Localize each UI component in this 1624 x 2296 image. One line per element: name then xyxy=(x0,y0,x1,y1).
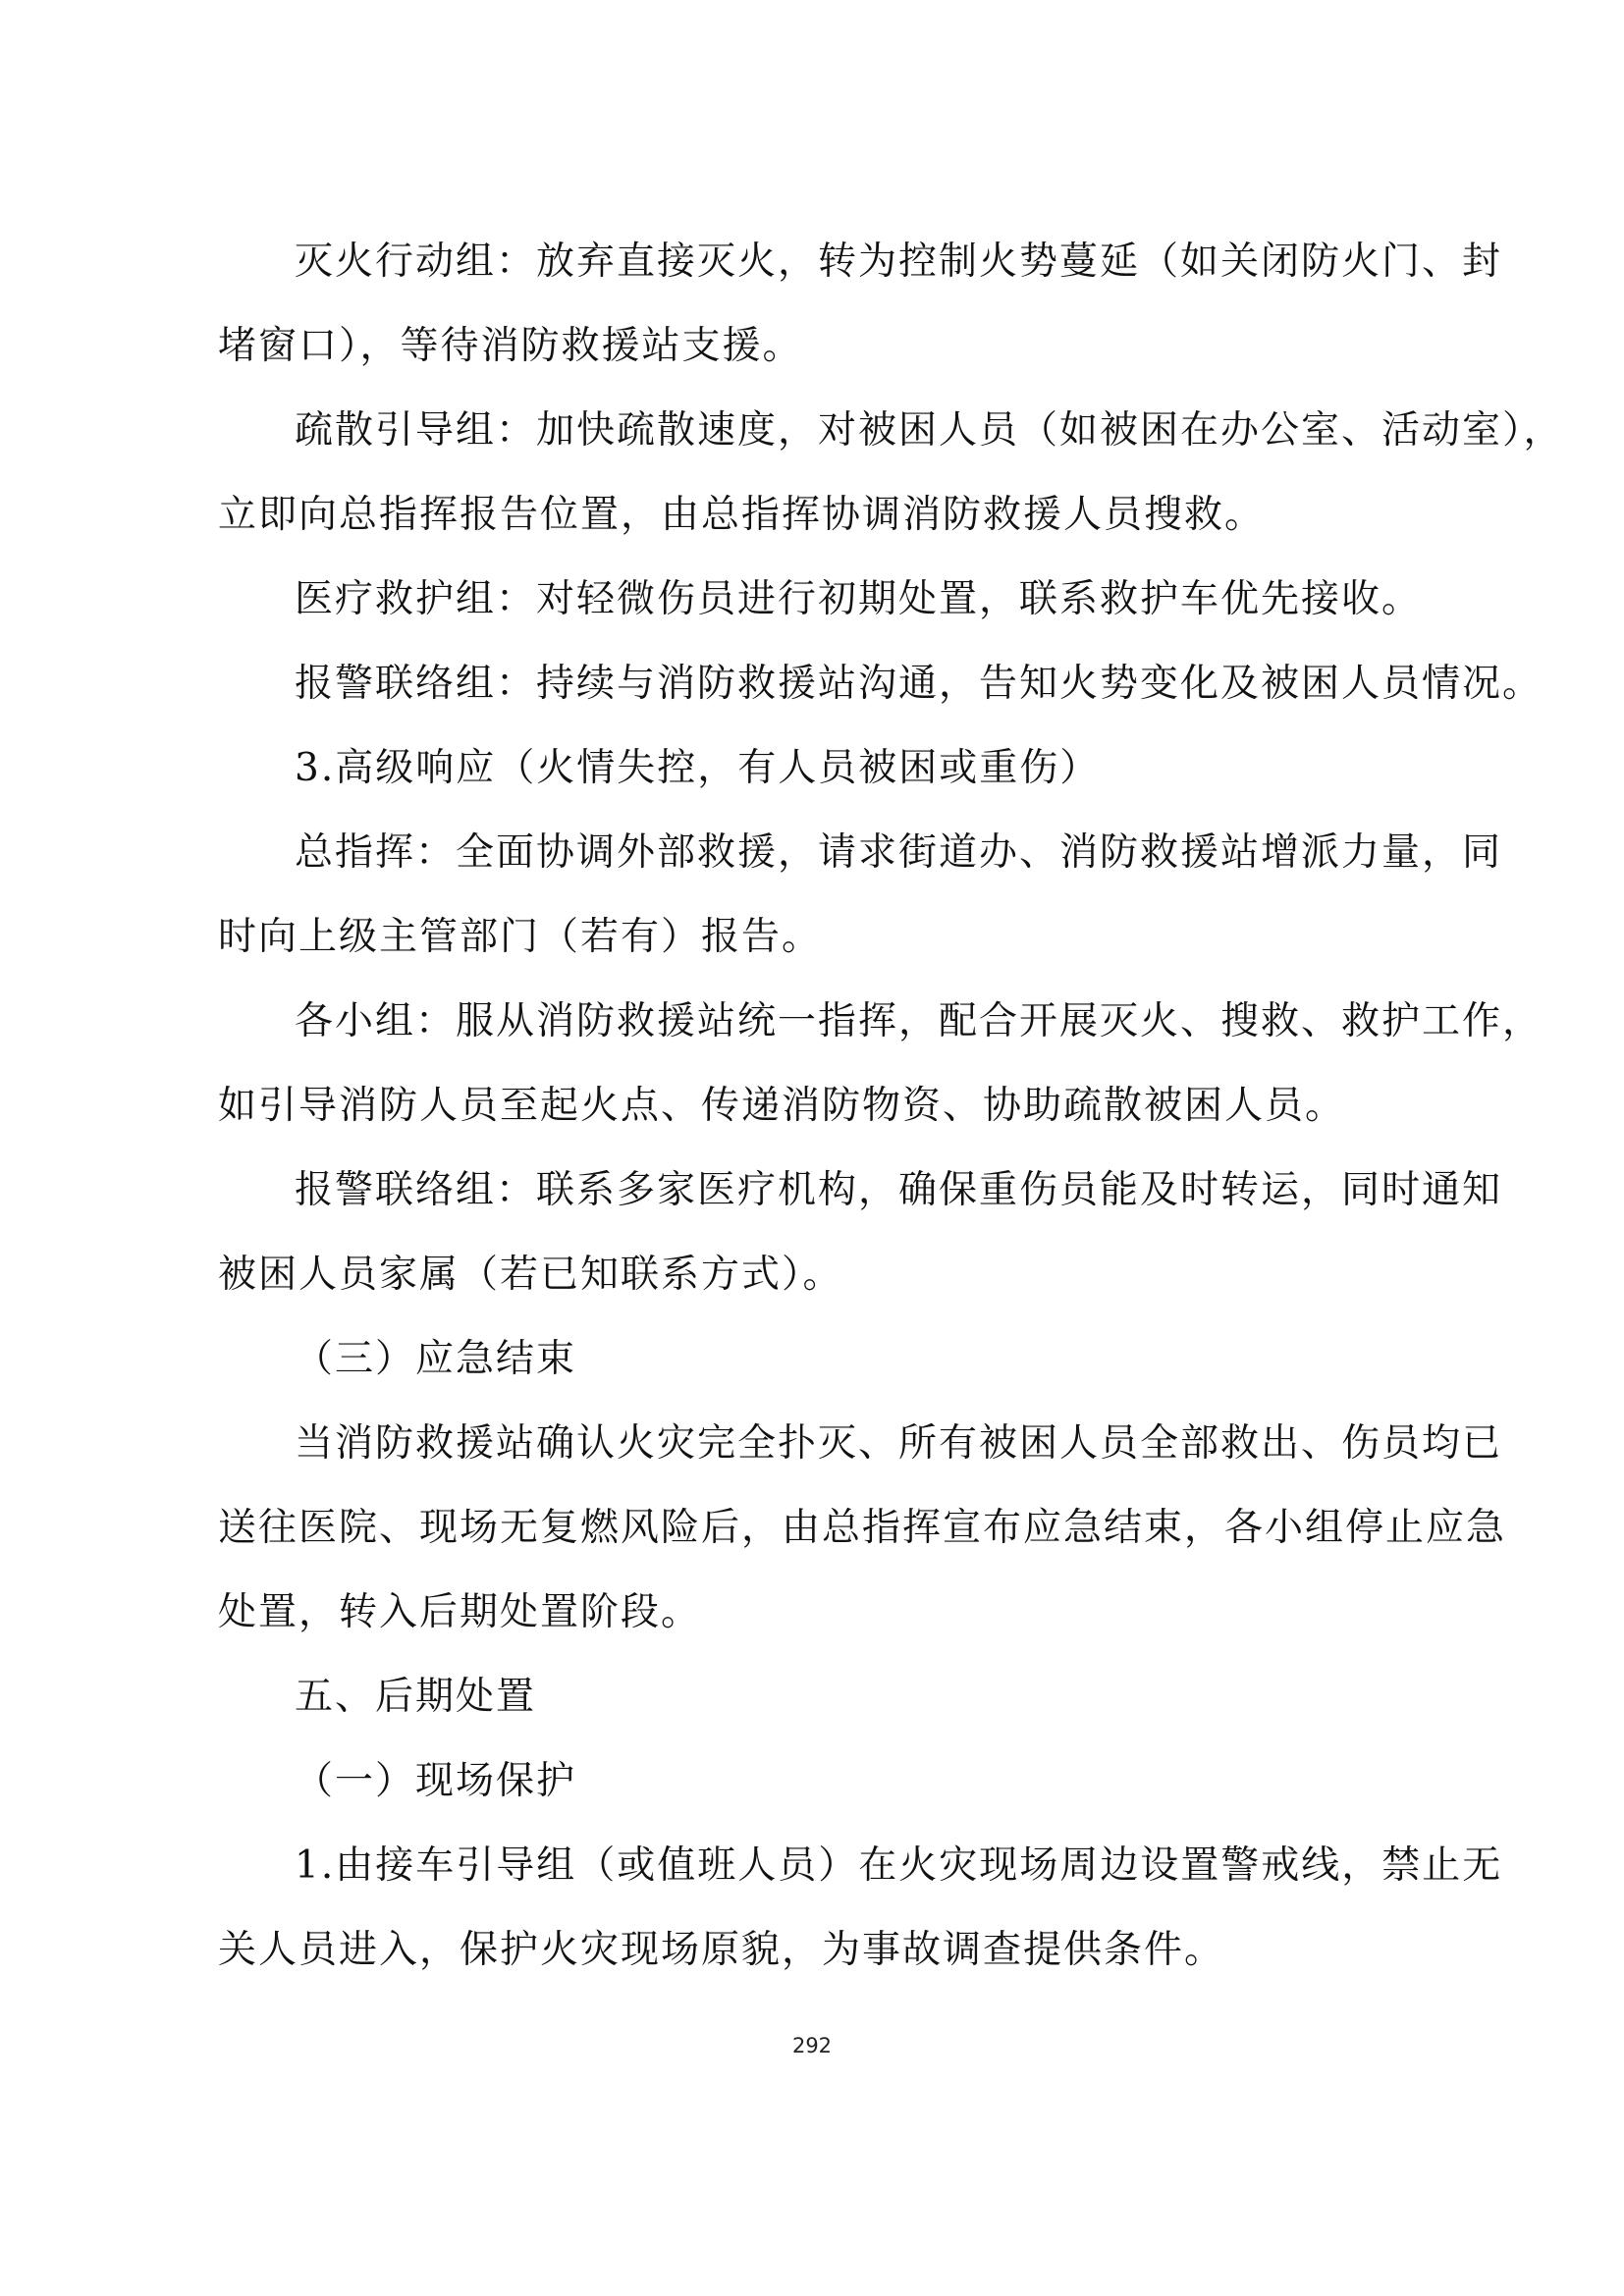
paragraph-line: 疏散引导组：加快疏散速度，对被困人员（如被困在办公室、活动室）， xyxy=(295,408,1564,453)
paragraph-line: 时向上级主管部门（若有）报告。 xyxy=(218,915,823,959)
section-heading: （一）现场保护 xyxy=(295,1759,577,1803)
page-number: 292 xyxy=(791,2034,833,2057)
paragraph-line: 立即向总指挥报告位置，由总指挥协调消防救援人员搜救。 xyxy=(218,493,1266,537)
paragraph-line: 各小组：服从消防救援站统一指挥，配合开展灭火、搜救、救护工作， xyxy=(295,999,1543,1043)
paragraph-line: 报警联络组：联系多家医疗机构，确保重伤员能及时转运，同时通知 xyxy=(295,1168,1503,1212)
section-heading: （三）应急结束 xyxy=(295,1337,577,1381)
paragraph-line: 灭火行动组：放弃直接灭火，转为控制火势蔓延（如关闭防火门、封 xyxy=(295,240,1503,284)
paragraph-line: 如引导消防人员至起火点、传递消防物资、协助疏散被困人员。 xyxy=(218,1084,1346,1128)
paragraph-line: 关人员进入，保护火灾现场原貌，为事故调查提供条件。 xyxy=(218,1928,1225,1972)
paragraph-line: 报警联络组：持续与消防救援站沟通，告知火势变化及被困人员情况。 xyxy=(295,662,1543,706)
section-heading: 3.高级响应（火情失控，有人员被困或重伤） xyxy=(295,746,1101,790)
section-heading: 五、后期处置 xyxy=(295,1675,537,1719)
paragraph-line: 1.由接车引导组（或值班人员）在火灾现场周边设置警戒线，禁止无 xyxy=(295,1843,1503,1888)
paragraph-line: 当消防救援站确认火灾完全扑灭、所有被困人员全部救出、伤员均已 xyxy=(295,1421,1503,1466)
paragraph-line: 处置，转入后期处置阶段。 xyxy=(218,1590,702,1634)
paragraph-line: 医疗救护组：对轻微伤员进行初期处置，联系救护车优先接收。 xyxy=(295,577,1423,621)
paragraph-line: 送往医院、现场无复燃风险后，由总指挥宣布应急结束，各小组停止应急 xyxy=(218,1506,1507,1550)
paragraph-line: 被困人员家属（若已知联系方式）。 xyxy=(218,1253,843,1297)
paragraph-line: 总指挥：全面协调外部救援，请求街道办、消防救援站增派力量，同 xyxy=(295,830,1503,875)
paragraph-line: 堵窗口），等待消防救援站支援。 xyxy=(218,324,803,368)
